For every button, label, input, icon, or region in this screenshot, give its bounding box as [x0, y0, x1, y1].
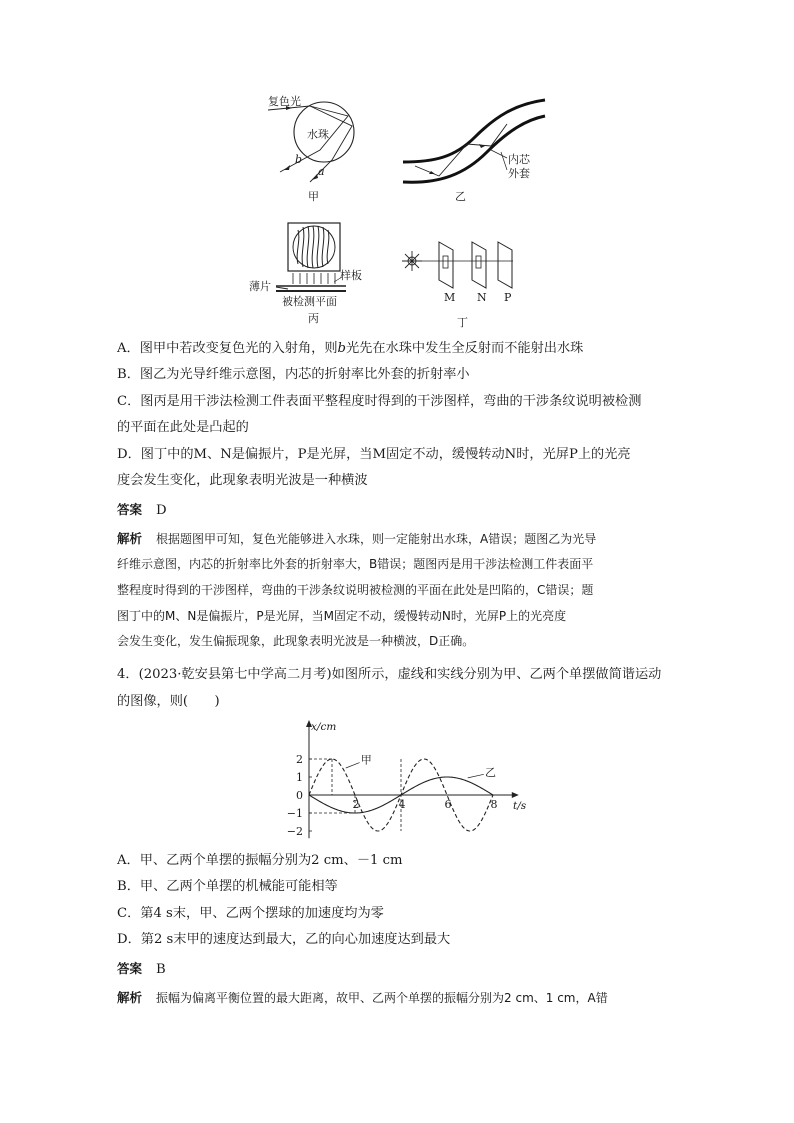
option-text: 图甲中若改变复色光的入射角，则 [139, 341, 338, 356]
ding-n-label: N [477, 291, 487, 304]
y-tick-label: 2 [296, 753, 303, 766]
answer-value: D [156, 503, 167, 518]
x-axis-arrow [512, 792, 519, 798]
q3-analysis-line-2: 纤维示意图，内芯的折射率比外套的折射率大，B错误；题图丙是用干涉法检测工件表面平 [117, 557, 594, 571]
analysis-label: 解析 [117, 531, 143, 546]
q3-answer [117, 500, 682, 521]
q3-option-c [117, 392, 682, 412]
y-tick-label: −2 [286, 825, 303, 838]
yi-cladding-label: 外套 [508, 167, 530, 180]
option-letter: C． [117, 394, 141, 409]
q4-option-b [117, 877, 682, 897]
q3-option-c-cont: 的平面在此处是凸起的 [117, 420, 249, 435]
jia-b-label: b [295, 153, 303, 166]
yi-caption: 乙 [455, 190, 466, 203]
x-axis-label: t/s [513, 800, 527, 812]
option-letter: D． [117, 447, 141, 462]
q4-chart [280, 718, 527, 843]
y-tick-label: −1 [286, 807, 303, 820]
jia-a-label: a [318, 165, 325, 178]
q3-option-b [117, 365, 682, 385]
answer-value: B [156, 962, 166, 977]
figure-yi [395, 92, 550, 207]
figure-jia [262, 92, 372, 207]
q4-stem-cont: 的图像，则( ) [117, 694, 220, 709]
q3-analysis-line-4: 图丁中的M、N是偏振片，P是光屏，当M固定不动，缓慢转动N时，光屏P上的光亮度 [117, 609, 567, 623]
q4-analysis-line-1 [117, 988, 682, 1008]
bing-sheet-label: 薄片 [249, 280, 271, 293]
y-tick-label: 1 [296, 771, 303, 784]
analysis-label: 解析 [117, 990, 143, 1005]
q4-answer [117, 959, 682, 980]
series-yi-label: 乙 [484, 766, 496, 780]
ding-m-label: M [444, 291, 456, 304]
option-text: 图丁中的M、N是偏振片，P是光屏，当M固定不动，缓慢转动N时，光屏P上的光亮 [140, 447, 631, 462]
option-letter: A． [117, 341, 140, 356]
x-tick-label: 4 [398, 798, 406, 811]
answer-label: 答案 [117, 502, 143, 517]
figure-ding [395, 228, 535, 333]
analysis-text: 振幅为偏离平衡位置的最大距离，故甲、乙两个单摆的振幅分别为2 cm、1 cm，A错 [156, 991, 608, 1005]
option-text: 甲、乙两个单摆的机械能可能相等 [139, 879, 338, 894]
q4-option-a [117, 851, 682, 871]
bing-sample-label: 样板 [340, 269, 362, 282]
ding-p-label: P [504, 291, 512, 304]
bing-caption: 丙 [308, 312, 319, 325]
option-var: b [337, 341, 346, 356]
jia-drop-label: 水珠 [307, 128, 329, 141]
y-tick-label: 0 [296, 789, 303, 802]
option-text: 甲、乙两个单摆的振幅分别为2 cm、－1 cm [139, 853, 403, 868]
series-jia-label: 甲 [360, 753, 372, 767]
q3-analysis-line-1 [117, 529, 682, 549]
analysis-text: 根据题图甲可知，复色光能够进入水珠，则一定能射出水珠，A错误；题图乙为光导 [156, 532, 597, 546]
bing-surface-label: 被检测平面 [282, 295, 337, 308]
q3-option-a [117, 339, 682, 359]
jia-leader [346, 763, 360, 768]
x-tick-label: 2 [352, 798, 360, 811]
q3-option-d [117, 445, 682, 465]
option-text: 光先在水珠中发生全反射而不能射出水珠 [345, 341, 584, 356]
option-text: 第4 s末，甲、乙两个摆球的加速度均为零 [140, 906, 384, 921]
figure-bing [246, 220, 376, 330]
q3-option-d-cont: 度会发生变化，此现象表明光波是一种横波 [117, 473, 368, 488]
jia-light-label: 复色光 [268, 95, 301, 108]
q4-stem: 4．(2023·乾安县第七中学高二月考)如图所示，虚线和实线分别为甲、乙两个单摆做简谐运动 [117, 667, 662, 682]
option-text: 图丙是用干涉法检测工件表面平整程度时得到的干涉图样，弯曲的干涉条纹说明被检测 [140, 394, 642, 409]
option-letter: C． [117, 906, 141, 921]
x-tick-label: 6 [444, 798, 452, 811]
q4-option-c [117, 904, 682, 924]
y-axis-label: x/cm [311, 721, 337, 733]
option-letter: A． [117, 853, 140, 868]
jia-caption: 甲 [308, 190, 319, 203]
option-text: 第2 s末甲的速度达到最大，乙的向心加速度达到最大 [140, 932, 451, 947]
option-text: 图乙为光导纤维示意图，内芯的折射率比外套的折射率小 [139, 367, 470, 382]
q3-analysis-line-5: 会发生变化，发生偏振现象，此现象表明光波是一种横波，D正确。 [117, 634, 475, 648]
q4-option-d [117, 930, 682, 950]
yi-core-label: 内芯 [508, 153, 530, 166]
option-letter: D． [117, 932, 141, 947]
x-tick-label: 8 [490, 798, 498, 811]
ding-caption: 丁 [457, 316, 468, 329]
yi-leader [468, 774, 484, 778]
answer-label: 答案 [117, 961, 143, 976]
option-letter: B． [117, 879, 140, 894]
option-letter: B． [117, 367, 140, 382]
q3-analysis-line-3: 整程度时得到的干涉图样，弯曲的干涉条纹说明被检测的平面在此处是凹陷的，C错误；题 [117, 583, 594, 597]
